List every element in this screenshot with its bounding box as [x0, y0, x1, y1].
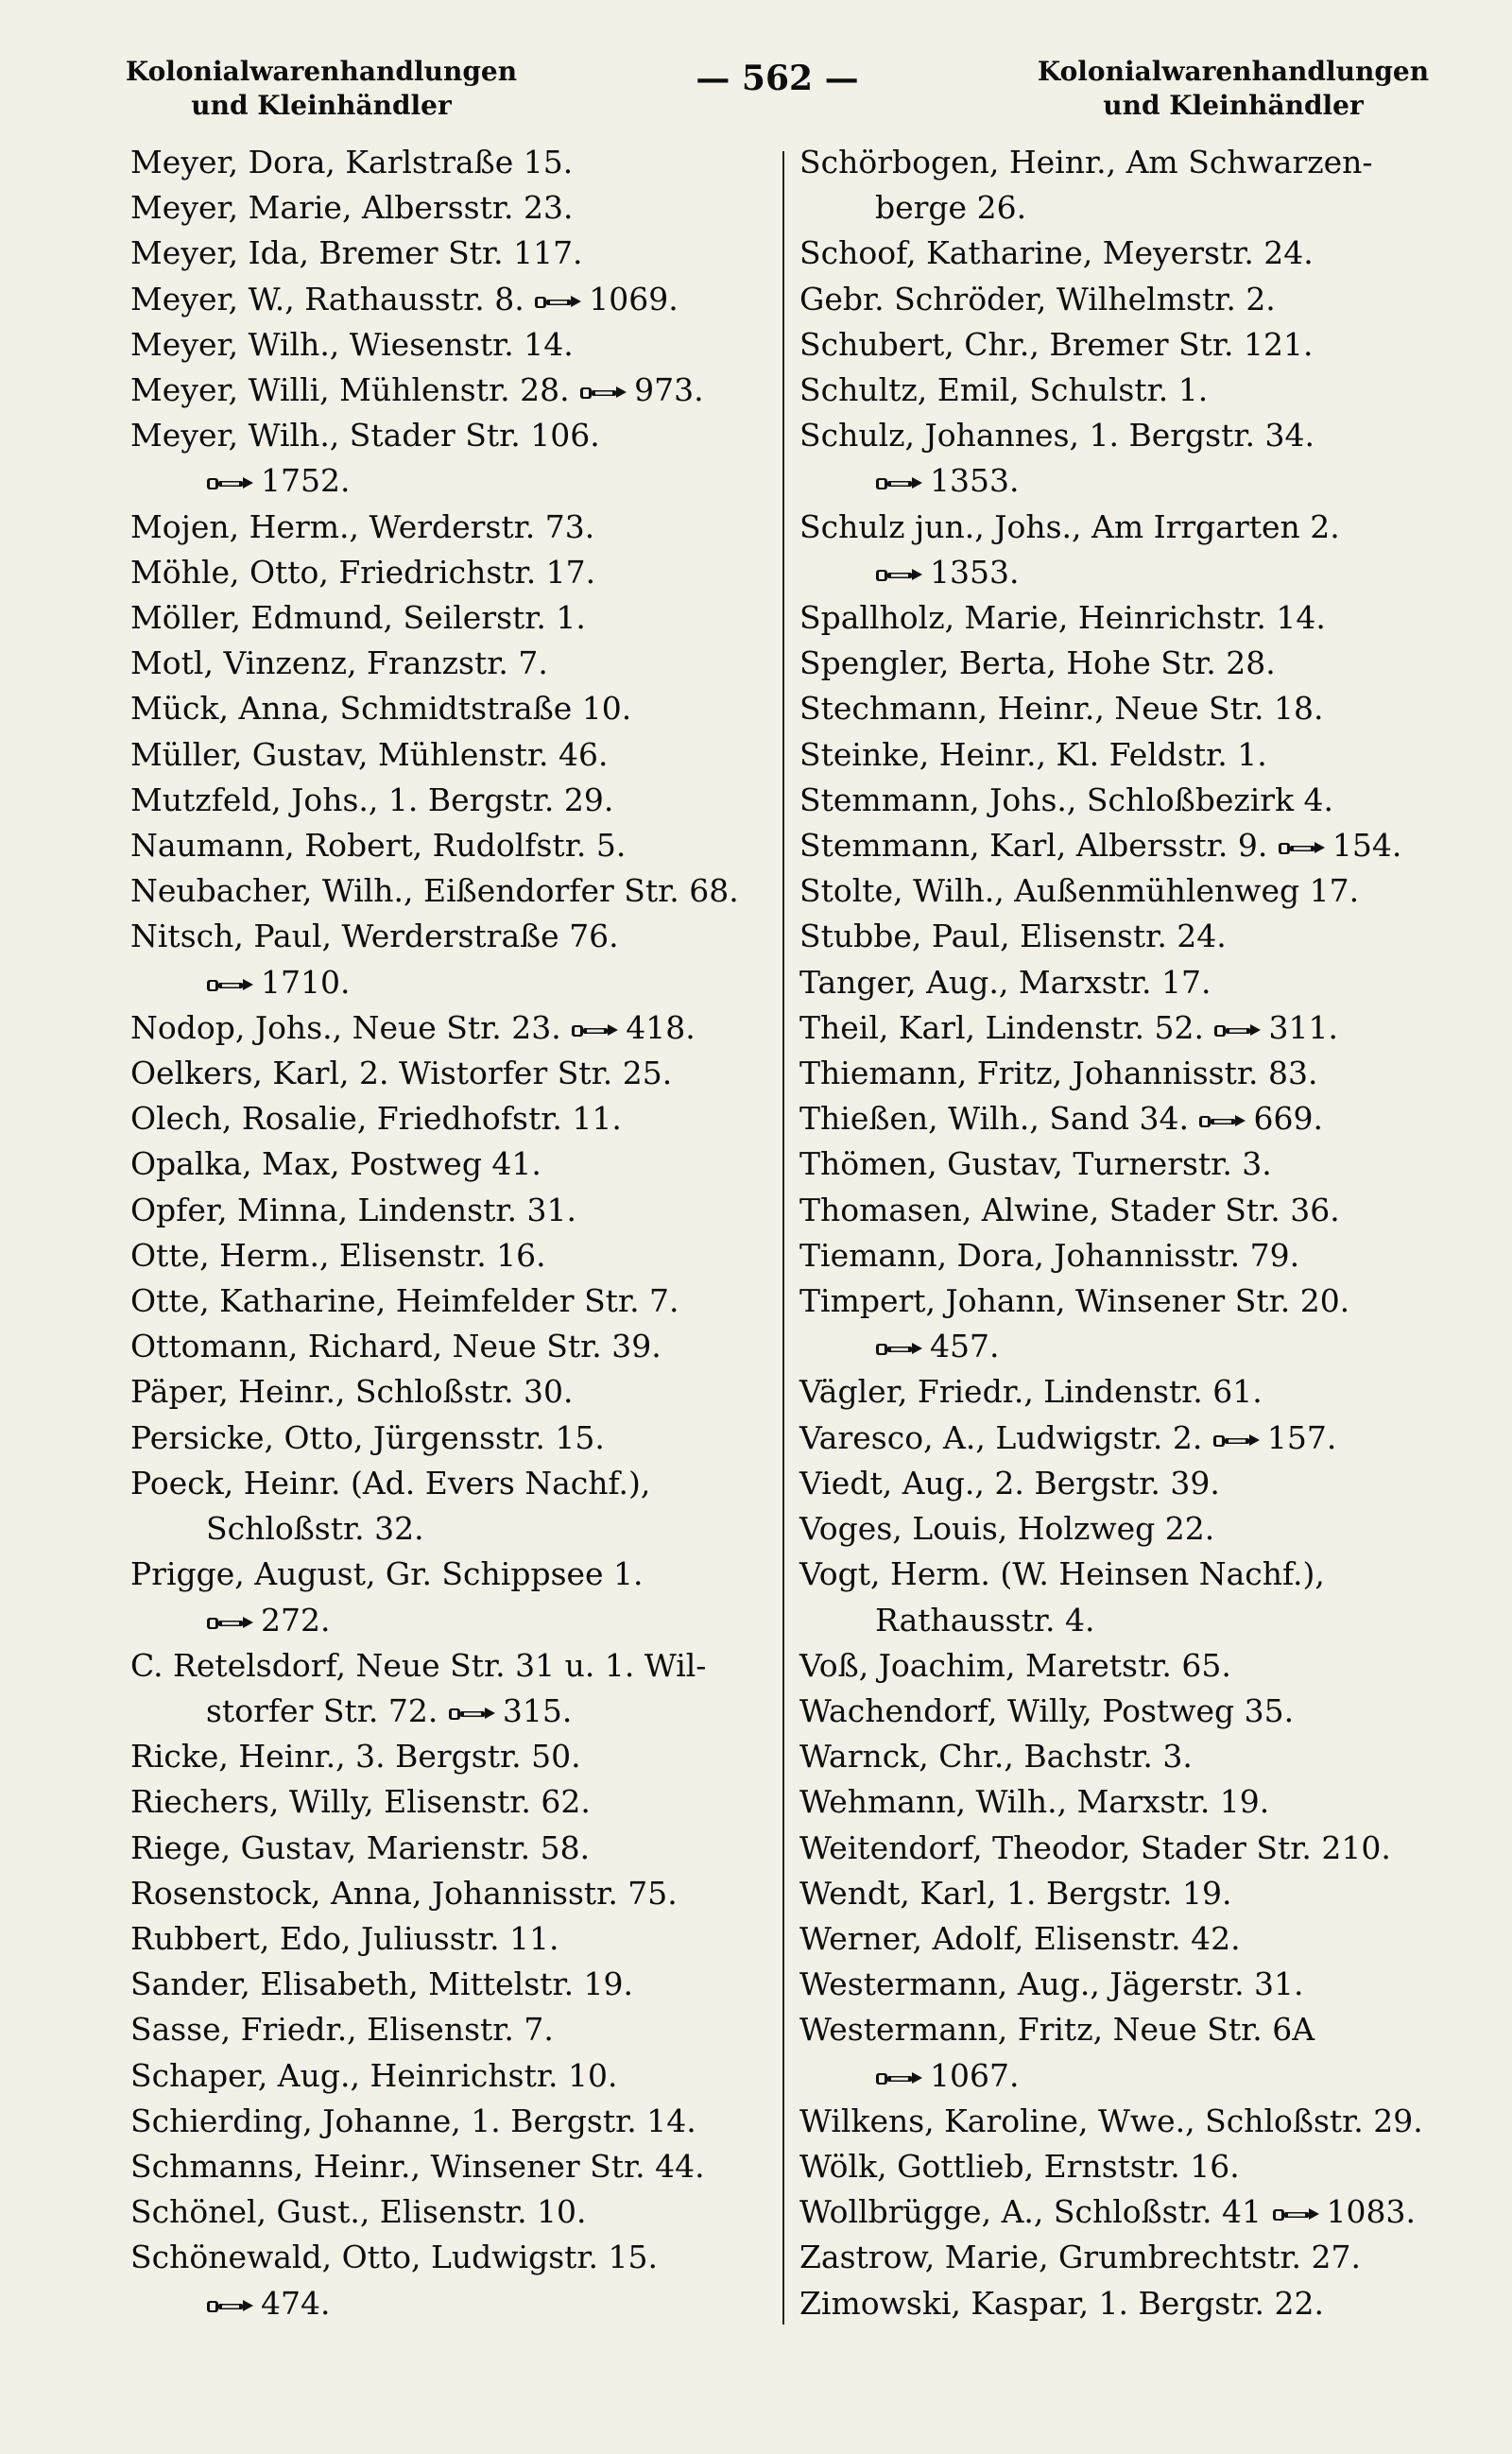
directory-entry	[130, 1051, 773, 1096]
directory-entry	[799, 1051, 1442, 1096]
directory-entry	[130, 868, 773, 914]
entry-text: Wendt, Karl, 1. Bergstr. 19.	[799, 1874, 1232, 1912]
directory-entry	[799, 868, 1442, 914]
entry-text: Meyer, W., Rathausstr. 8.	[130, 280, 524, 317]
header-right-line2: und Kleinhändler	[1103, 90, 1364, 121]
directory-entry	[799, 960, 1442, 1005]
entry-text: Nitsch, Paul, Werderstraße 76.	[130, 918, 619, 955]
directory-entry	[130, 1233, 773, 1278]
entry-text: Mojen, Herm., Werderstr. 73.	[130, 507, 595, 545]
telephone-icon	[1278, 825, 1327, 846]
directory-entry	[130, 277, 773, 322]
directory-entry	[799, 277, 1442, 322]
page-number: — 562 —	[696, 59, 859, 98]
directory-entry	[130, 140, 773, 185]
telephone-number: 272.	[261, 1601, 331, 1639]
entry-text: Timpert, Johann, Winsener Str. 20.	[799, 1282, 1350, 1320]
entry-text: Warnck, Chr., Bachstr. 3.	[799, 1738, 1193, 1776]
entry-text: Meyer, Wilh., Wiesenstr. 14.	[130, 325, 574, 363]
directory-entry	[130, 914, 773, 959]
entry-continuation	[130, 960, 773, 1005]
telephone-number: 669.	[1253, 1100, 1323, 1138]
entry-continuation	[130, 1598, 773, 1643]
directory-entry	[799, 2007, 1442, 2052]
entry-text: Riege, Gustav, Marienstr. 58.	[130, 1828, 591, 1866]
directory-entry	[130, 823, 773, 868]
entry-text: Prigge, August, Gr. Schippsee 1.	[130, 1555, 644, 1593]
entry-text: Zastrow, Marie, Grumbrechtstr. 27.	[799, 2239, 1361, 2276]
entry-text: Meyer, Willi, Mühlenstr. 28.	[130, 371, 570, 409]
telephone-number: 1067.	[930, 2056, 1020, 2094]
directory-entry	[799, 322, 1442, 368]
directory-entry	[130, 1278, 773, 1324]
entry-text: Stubbe, Paul, Elisenstr. 24.	[799, 918, 1227, 955]
column-divider	[782, 151, 784, 2325]
telephone-number: 1083.	[1326, 2193, 1416, 2231]
entry-text: Thömen, Gustav, Turnerstr. 3.	[799, 1145, 1272, 1183]
telephone-number: 311.	[1268, 1008, 1338, 1046]
telephone-icon	[875, 552, 924, 573]
directory-entry	[799, 1734, 1442, 1779]
telephone-icon	[206, 962, 255, 983]
entry-text: Sander, Elisabeth, Mittelstr. 19.	[130, 1965, 634, 2003]
entry-text: Varesco, A., Ludwigstr. 2.	[799, 1418, 1203, 1456]
entry-text: Schoof, Katharine, Meyerstr. 24.	[799, 234, 1314, 272]
entry-continuation	[799, 185, 1442, 231]
telephone-number: 474.	[261, 2284, 331, 2322]
directory-entry	[130, 1643, 773, 1689]
entry-text: Tanger, Aug., Marxstr. 17.	[799, 963, 1211, 1001]
directory-entry	[130, 1826, 773, 1871]
telephone-number: 418.	[626, 1008, 696, 1046]
entry-text: Meyer, Dora, Karlstraße 15.	[130, 144, 574, 180]
right-column	[799, 140, 1442, 2326]
entry-text: Opalka, Max, Postweg 41.	[130, 1145, 541, 1183]
directory-entry	[799, 1689, 1442, 1734]
directory-entry	[130, 231, 773, 276]
directory-entry	[799, 1369, 1442, 1415]
directory-entry	[130, 1779, 773, 1825]
entry-text: Mutzfeld, Johs., 1. Bergstr. 29.	[130, 781, 614, 818]
entry-continuation	[799, 1598, 1442, 1643]
telephone-icon	[206, 1600, 255, 1621]
entry-text: Schaper, Aug., Heinrichstr. 10.	[130, 2056, 618, 2094]
directory-entry	[799, 1461, 1442, 1506]
entry-text: Stemmann, Karl, Albersstr. 9.	[799, 827, 1268, 865]
entry-text: Stolte, Wilh., Außenmühlenweg 17.	[799, 872, 1360, 910]
entry-text: Thiemann, Fritz, Johannisstr. 83.	[799, 1055, 1318, 1092]
directory-entry	[799, 1233, 1442, 1278]
entry-text: Steinke, Heinr., Kl. Feldstr. 1.	[799, 735, 1267, 773]
directory-entry	[130, 2099, 773, 2144]
entry-text: Wilkens, Karoline, Wwe., Schloßstr. 29.	[799, 2102, 1423, 2139]
directory-entry	[799, 1005, 1442, 1051]
directory-entry	[130, 413, 773, 458]
entry-text: Theil, Karl, Lindenstr. 52.	[799, 1008, 1204, 1046]
entry-text: berge 26.	[875, 189, 1027, 227]
entry-text: Vogt, Herm. (W. Heinsen Nachf.),	[799, 1555, 1325, 1593]
telephone-icon	[1213, 1007, 1263, 1028]
entry-continuation	[799, 550, 1442, 595]
entry-text: Schultz, Emil, Schulstr. 1.	[799, 371, 1209, 409]
entry-text: Olech, Rosalie, Friedhofstr. 11.	[130, 1100, 622, 1138]
entry-continuation	[130, 1506, 773, 1552]
directory-entry	[130, 185, 773, 231]
directory-entry	[799, 2281, 1442, 2326]
entry-text: Schubert, Chr., Bremer Str. 121.	[799, 325, 1314, 363]
telephone-number: 1353.	[930, 462, 1020, 500]
entry-text: Spallholz, Marie, Heinrichstr. 14.	[799, 599, 1326, 637]
directory-entry	[799, 823, 1442, 868]
entry-text: Otte, Katharine, Heimfelder Str. 7.	[130, 1282, 679, 1320]
entry-text: storfer Str. 72.	[206, 1691, 438, 1729]
entry-text: Stemmann, Johs., Schloßbezirk 4.	[799, 781, 1334, 818]
entry-text: Ricke, Heinr., 3. Bergstr. 50.	[130, 1738, 581, 1776]
directory-entry	[130, 2007, 773, 2052]
directory-entry	[130, 2053, 773, 2099]
entry-continuation	[799, 458, 1442, 504]
entry-text: Wollbrügge, A., Schloßstr. 41	[799, 2193, 1262, 2231]
entry-text: Werner, Adolf, Elisenstr. 42.	[799, 1919, 1241, 1957]
directory-entry	[799, 686, 1442, 731]
entry-text: Müller, Gustav, Mühlenstr. 46.	[130, 735, 609, 773]
directory-entry	[799, 1506, 1442, 1552]
entry-continuation	[799, 2053, 1442, 2099]
directory-entry	[130, 2189, 773, 2235]
telephone-number: 1752.	[261, 462, 351, 500]
entry-text: Oelkers, Karl, 2. Wistorfer Str. 25.	[130, 1055, 673, 1092]
entry-text: Opfer, Minna, Lindenstr. 31.	[130, 1191, 576, 1228]
telephone-icon	[534, 279, 583, 300]
directory-entry	[799, 1416, 1442, 1461]
entry-text: Meyer, Marie, Albersstr. 23.	[130, 189, 574, 227]
telephone-icon	[448, 1690, 497, 1711]
directory-entry	[130, 2144, 773, 2189]
directory-entry	[799, 641, 1442, 686]
directory-entry	[130, 778, 773, 823]
entry-text: Rosenstock, Anna, Johannisstr. 75.	[130, 1874, 678, 1912]
directory-entry	[130, 686, 773, 731]
telephone-icon	[579, 369, 628, 390]
entry-text: Schönewald, Otto, Ludwigstr. 15.	[130, 2239, 659, 2276]
directory-entry	[130, 550, 773, 595]
entry-text: Schönel, Gust., Elisenstr. 10.	[130, 2193, 587, 2231]
left-column	[130, 140, 773, 2326]
telephone-icon	[1198, 1098, 1247, 1119]
directory-entry	[799, 2144, 1442, 2189]
entry-text: Ottomann, Richard, Neue Str. 39.	[130, 1328, 662, 1365]
directory-entry	[799, 1552, 1442, 1597]
telephone-icon	[875, 460, 924, 481]
directory-entry	[130, 2235, 773, 2280]
directory-entry	[130, 1141, 773, 1187]
directory-entry	[130, 1871, 773, 1916]
directory-entry	[799, 2099, 1442, 2144]
directory-entry	[130, 641, 773, 686]
entry-continuation	[130, 2281, 773, 2326]
telephone-number: 1353.	[930, 553, 1020, 591]
entry-text: Meyer, Wilh., Stader Str. 106.	[130, 417, 600, 455]
directory-entry	[799, 413, 1442, 458]
telephone-number: 973.	[634, 371, 704, 409]
directory-entry	[130, 368, 773, 413]
entry-text: Schulz jun., Johs., Am Irrgarten 2.	[799, 507, 1340, 545]
entry-continuation	[130, 458, 773, 504]
telephone-icon	[206, 460, 255, 481]
directory-entry	[799, 1643, 1442, 1689]
directory-entry	[130, 1324, 773, 1369]
telephone-icon	[875, 2055, 924, 2076]
entry-text: Naumann, Robert, Rudolfstr. 5.	[130, 827, 627, 865]
entry-text: Otte, Herm., Elisenstr. 16.	[130, 1236, 546, 1274]
entry-text: Mück, Anna, Schmidtstraße 10.	[130, 690, 632, 728]
telephone-icon	[875, 1326, 924, 1347]
directory-entry	[799, 2189, 1442, 2235]
entry-text: Zimowski, Kaspar, 1. Bergstr. 22.	[799, 2284, 1325, 2322]
telephone-icon	[571, 1007, 620, 1028]
entry-text: Rathausstr. 4.	[875, 1601, 1095, 1639]
entry-text: Schmanns, Heinr., Winsener Str. 44.	[130, 2147, 705, 2185]
entry-text: Schulz, Johannes, 1. Bergstr. 34.	[799, 417, 1314, 455]
directory-entry	[799, 1779, 1442, 1825]
entry-text: Vägler, Friedr., Lindenstr. 61.	[799, 1373, 1263, 1411]
entry-text: Tiemann, Dora, Johannisstr. 79.	[799, 1236, 1300, 1274]
directory-entry	[130, 1416, 773, 1461]
directory-entry	[130, 1962, 773, 2007]
entry-text: Westermann, Aug., Jägerstr. 31.	[799, 1965, 1304, 2003]
telephone-number: 1069.	[589, 280, 679, 317]
directory-entry	[799, 505, 1442, 550]
entry-text: Schloßstr. 32.	[206, 1510, 424, 1548]
telephone-number: 1710.	[261, 963, 351, 1001]
entry-text: Weitendorf, Theodor, Stader Str. 210.	[799, 1828, 1391, 1866]
telephone-icon	[206, 2283, 255, 2304]
directory-entry	[130, 595, 773, 641]
telephone-number: 457.	[930, 1328, 1000, 1365]
directory-entry	[799, 1188, 1442, 1233]
entry-text: Wachendorf, Willy, Postweg 35.	[799, 1691, 1295, 1729]
entry-text: Thießen, Wilh., Sand 34.	[799, 1100, 1189, 1138]
entry-text: Stechmann, Heinr., Neue Str. 18.	[799, 690, 1324, 728]
directory-entry	[130, 1552, 773, 1597]
entry-text: Riechers, Willy, Elisenstr. 62.	[130, 1783, 591, 1821]
directory-entry	[799, 1278, 1442, 1324]
entry-text: Westermann, Fritz, Neue Str. 6A	[799, 2011, 1315, 2049]
entry-text: Neubacher, Wilh., Eißendorfer Str. 68.	[130, 872, 739, 910]
entry-text: Päper, Heinr., Schloßstr. 30.	[130, 1373, 574, 1411]
telephone-icon	[1272, 2191, 1321, 2212]
telephone-icon	[1212, 1417, 1262, 1438]
header-right	[1035, 55, 1432, 123]
header-left-line2: und Kleinhändler	[191, 90, 452, 121]
directory-entry	[799, 914, 1442, 959]
entry-text: Wehmann, Wilh., Marxstr. 19.	[799, 1783, 1270, 1821]
entry-text: Spengler, Berta, Hohe Str. 28.	[799, 644, 1276, 682]
directory-entry	[799, 732, 1442, 778]
entry-text: Sasse, Friedr., Elisenstr. 7.	[130, 2011, 554, 2049]
entry-text: Gebr. Schröder, Wilhelmstr. 2.	[799, 280, 1276, 317]
directory-entry	[130, 1005, 773, 1051]
entry-text: Viedt, Aug., 2. Bergstr. 39.	[799, 1464, 1220, 1502]
entry-text: Thomasen, Alwine, Stader Str. 36.	[799, 1191, 1340, 1228]
directory-entry	[799, 1826, 1442, 1871]
directory-entry	[799, 1871, 1442, 1916]
entry-text: Wölk, Gottlieb, Ernststr. 16.	[799, 2147, 1240, 2185]
header-left-line1: Kolonialwarenhandlungen	[125, 56, 518, 87]
directory-entry	[130, 505, 773, 550]
directory-entry	[130, 322, 773, 368]
directory-entry	[799, 1916, 1442, 1962]
directory-entry	[799, 595, 1442, 641]
entry-text: Persicke, Otto, Jürgensstr. 15.	[130, 1418, 605, 1456]
directory-entry	[130, 1734, 773, 1779]
entry-continuation	[799, 1324, 1442, 1369]
directory-entry	[130, 732, 773, 778]
directory-entry	[799, 368, 1442, 413]
entry-text: Poeck, Heinr. (Ad. Evers Nachf.),	[130, 1464, 651, 1502]
entry-text: C. Retelsdorf, Neue Str. 31 u. 1. Wil-	[130, 1646, 707, 1684]
telephone-number: 315.	[502, 1691, 573, 1729]
entry-text: Möhle, Otto, Friedrichstr. 17.	[130, 553, 596, 591]
entry-text: Möller, Edmund, Seilerstr. 1.	[130, 599, 586, 637]
entry-text: Meyer, Ida, Bremer Str. 117.	[130, 234, 583, 272]
directory-entry	[130, 1369, 773, 1415]
directory-entry	[799, 2235, 1442, 2280]
entry-text: Rubbert, Edo, Juliusstr. 11.	[130, 1919, 559, 1957]
directory-entry	[799, 1962, 1442, 2007]
directory-entry	[799, 231, 1442, 276]
entry-continuation	[130, 1689, 773, 1734]
directory-entry	[799, 1096, 1442, 1141]
entry-text: Schierding, Johanne, 1. Bergstr. 14.	[130, 2102, 696, 2139]
directory-entry	[130, 1096, 773, 1141]
directory-entry	[799, 1141, 1442, 1187]
directory-entry	[799, 778, 1442, 823]
directory-entry	[130, 1916, 773, 1962]
entry-text: Voß, Joachim, Maretstr. 65.	[799, 1646, 1231, 1684]
page-header	[123, 55, 1432, 140]
directory-entry	[130, 1188, 773, 1233]
entry-text: Schörbogen, Heinr., Am Schwarzen-	[799, 144, 1373, 180]
telephone-number: 154.	[1332, 827, 1402, 865]
entry-text: Voges, Louis, Holzweg 22.	[799, 1510, 1215, 1548]
directory-entry	[799, 140, 1442, 185]
header-right-line1: Kolonialwarenhandlungen	[1037, 56, 1430, 87]
telephone-number: 157.	[1266, 1418, 1337, 1456]
directory-entry	[130, 1461, 773, 1506]
entry-text: Motl, Vinzenz, Franzstr. 7.	[130, 644, 548, 682]
entry-text: Nodop, Johs., Neue Str. 23.	[130, 1008, 561, 1046]
